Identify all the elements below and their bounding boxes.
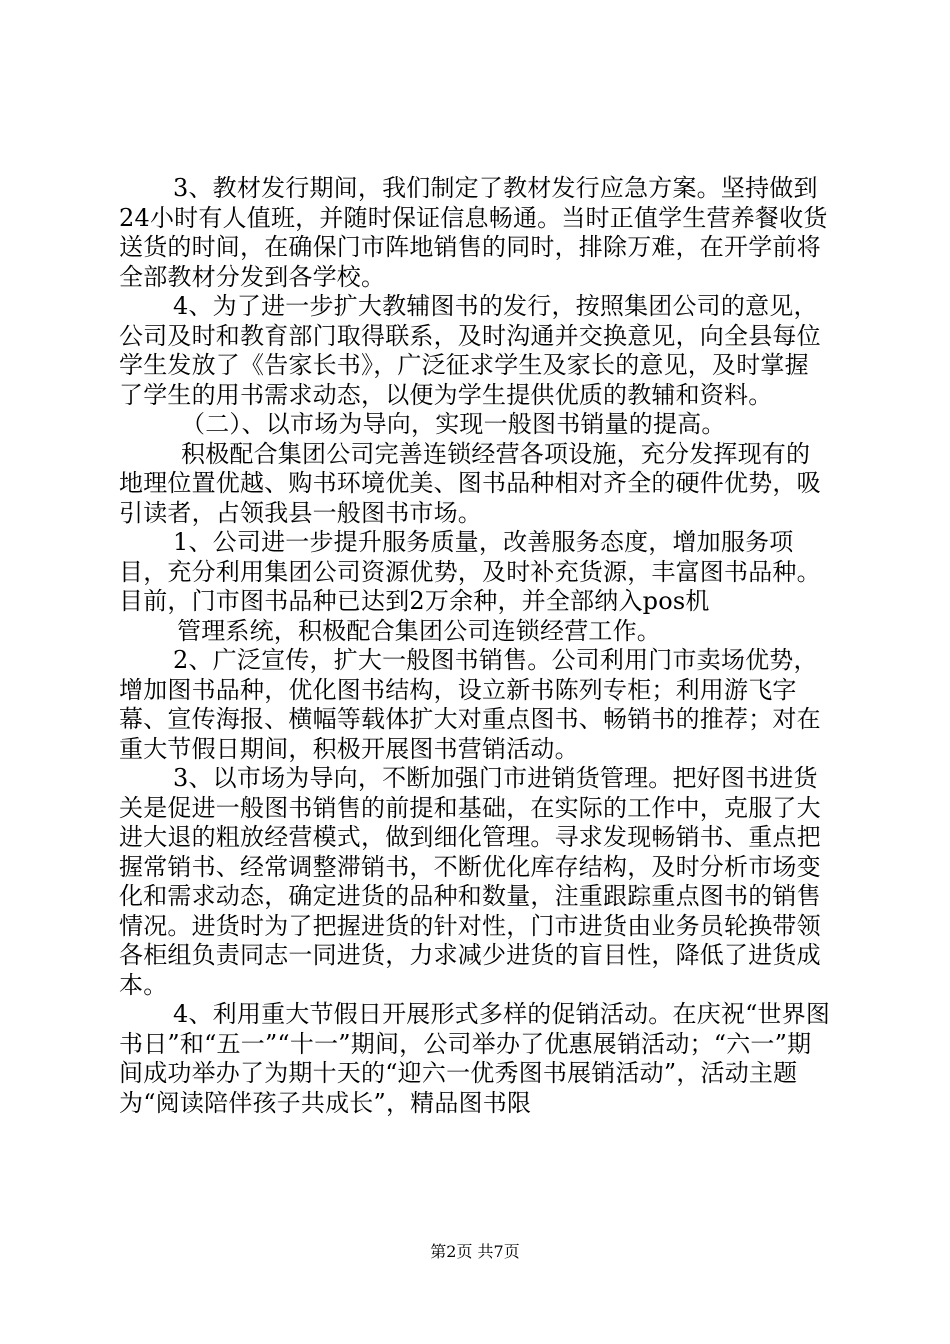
section-heading-market-oriented: （二）、以市场为导向，实现一般图书销量的提高。 bbox=[181, 410, 726, 438]
document-body bbox=[119, 174, 831, 1118]
paragraph-management-system: 管理系统，积极配合集团公司连锁经营工作。 bbox=[177, 616, 661, 645]
paragraph-chain-operation: 积极配合集团公司完善连锁经营各项设施，充分发挥现有的地理位置优越、购书环境优美、图书品种相对齐全的硬件优势，吸引读者，占领我县一般图书市场。 bbox=[119, 439, 821, 527]
paragraph-textbook-emergency-plan: 3、教材发行期间，我们制定了教材发行应急方案。坚持做到24小时有人值班，并随时保证信息畅通。当时正值学生营养餐收货送货的时间，在确保门市阵地销售的同时，排除万难，在开学前将全部教材分发到各学校。 bbox=[119, 174, 828, 291]
paragraph-publicity: 2、广泛宣传，扩大一般图书销售。公司利用门市卖场优势，增加图书品种，优化图书结构，设立新书陈列专柜；利用游飞字幕、宣传海报、横幅等载体扩大对重点图书、畅销书的推荐；对在重大节假日期间，积极开展图书营销活动。 bbox=[119, 646, 821, 763]
page-number-footer: 第2页 共7页 bbox=[430, 1242, 520, 1261]
paragraph-holiday-promotions: 4、利用重大节假日开展形式多样的促销活动。在庆祝“世界图书日”和“五一”“十一”期间，公司举办了优惠展销活动；“六一”期间成功举办了为期十天的“迎六一优秀图书展销活动”，活动主题为“阅读陪伴孩子共成长”，精品图书限 bbox=[119, 1000, 831, 1117]
paragraph-service-quality: 1、公司进一步提升服务质量，改善服务态度，增加服务项目，充分利用集团公司资源优势，及时补充货源，丰富图书品种。目前，门市图书品种已达到2万余种，并全部纳入pos机 bbox=[119, 528, 821, 615]
paragraph-parent-letter: 4、为了进一步扩大教辅图书的发行，按照集团公司的意见，公司及时和教育部门取得联系，及时沟通并交换意见，向全县每位学生发放了《告家长书》，广泛征求学生及家长的意见，及时掌握了学生的用书需求动态，以便为学生提供优质的教辅和资料。 bbox=[119, 292, 821, 409]
paragraph-purchase-management: 3、以市场为导向，不断加强门市进销货管理。把好图书进货关是促进一般图书销售的前提和基础，在实际的工作中，克服了大进大退的粗放经营模式，做到细化管理。寻求发现畅销书、重点把握常销书、经常调整滞销书，不断优化库存结构，及时分析市场变化和需求动态，确定进货的品种和数量，注重跟踪重点图书的销售情况。进货时为了把握进货的针对性，门市进货由业务员轮换带领各柜组负责同志一同进货，力求减少进货的盲目性，降低了进货成本。 bbox=[119, 764, 821, 999]
